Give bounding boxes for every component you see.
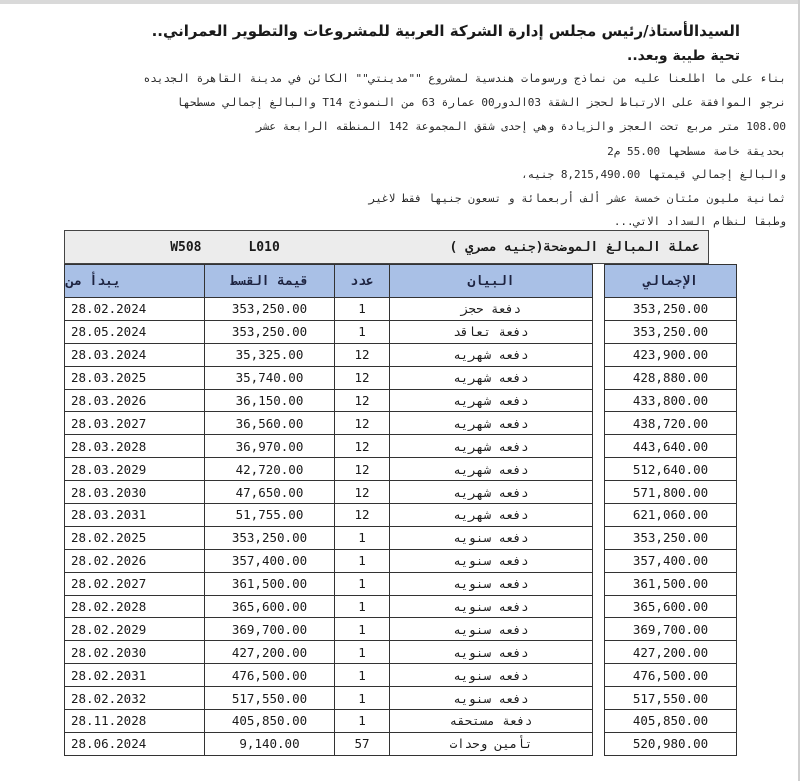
cell-count: 1 [335,687,390,710]
cell-count: 1 [335,526,390,549]
cell-gap [593,618,605,641]
cell-desc: دفعه شهريه [390,366,593,389]
cell-desc: دفعه شهريه [390,504,593,527]
page-top-edge [0,0,800,4]
cell-start: 28.03.2030 [65,481,205,504]
table-row [65,618,737,641]
cell-amount: 361,500.00 [205,572,335,595]
cell-desc: دفعه سنويه [390,641,593,664]
schedule-table [64,264,737,756]
cell-desc: دفعه سنويه [390,526,593,549]
table-row [65,572,737,595]
cell-gap [593,572,605,595]
cell-amount: 365,600.00 [205,595,335,618]
cell-amount: 51,755.00 [205,504,335,527]
letter-line-5: والبالغ إجمالي قيمتها 8,215,490.00 جنيه، [521,168,786,181]
cell-count: 1 [335,710,390,733]
cell-gap [593,526,605,549]
cell-amount: 47,650.00 [205,481,335,504]
cell-total: 361,500.00 [605,572,737,595]
cell-total: 621,060.00 [605,504,737,527]
cell-desc: دفعه شهريه [390,458,593,481]
cell-start: 28.06.2024 [65,732,205,755]
cell-gap [593,732,605,755]
cell-start: 28.02.2030 [65,641,205,664]
cell-count: 1 [335,320,390,343]
table-row [65,320,737,343]
currency-note: عملة المبالغ الموضحة(جنيه مصري ) [449,239,700,255]
table-row [65,343,737,366]
cell-start: 28.03.2027 [65,412,205,435]
cell-total: 365,600.00 [605,595,737,618]
cell-total: 571,800.00 [605,481,737,504]
cell-total: 357,400.00 [605,549,737,572]
table-row [65,664,737,687]
header-total: الإجمالي [605,265,737,298]
table-row [65,710,737,733]
cell-count: 12 [335,458,390,481]
table-row [65,366,737,389]
cell-amount: 9,140.00 [205,732,335,755]
cell-start: 28.02.2029 [65,618,205,641]
cell-count: 12 [335,366,390,389]
cell-count: 12 [335,343,390,366]
cell-gap [593,320,605,343]
cell-gap [593,664,605,687]
cell-count: 1 [335,641,390,664]
cell-amount: 353,250.00 [205,320,335,343]
cell-desc: دفعه سنويه [390,664,593,687]
letter-line-7: وطبقا لنظام السداد الاتي... [613,215,786,228]
cell-gap [593,458,605,481]
cell-total: 476,500.00 [605,664,737,687]
table-row [65,641,737,664]
letter-line-3: 108.00 متر مربع تحت العجز والزيادة وهي إحدى شقق المجموعة 142 المنطقه الرابعة عشر [256,120,786,133]
cell-count: 1 [335,572,390,595]
table-row [65,549,737,572]
cell-count: 12 [335,412,390,435]
cell-desc: دفعه سنويه [390,549,593,572]
table-row [65,481,737,504]
cell-start: 28.02.2025 [65,526,205,549]
cell-total: 428,880.00 [605,366,737,389]
greeting-line: تحية طيبة وبعد.. [627,48,740,64]
cell-desc: تأمين وحدات [390,732,593,755]
cell-start: 28.02.2032 [65,687,205,710]
header-count: عدد [335,265,390,298]
cell-desc: دفعه سنويه [390,572,593,595]
cell-gap [593,504,605,527]
cell-total: 353,250.00 [605,320,737,343]
cell-start: 28.03.2029 [65,458,205,481]
cell-total: 512,640.00 [605,458,737,481]
cell-gap [593,366,605,389]
table-row [65,458,737,481]
cell-gap [593,481,605,504]
cell-desc: دفعه شهريه [390,435,593,458]
cell-desc: دفعه شهريه [390,343,593,366]
cell-total: 433,800.00 [605,389,737,412]
cell-desc: دفعة مستحقه [390,710,593,733]
cell-count: 1 [335,664,390,687]
cell-start: 28.02.2024 [65,298,205,321]
table-row [65,595,737,618]
cell-total: 353,250.00 [605,298,737,321]
cell-count: 12 [335,504,390,527]
cell-amount: 35,325.00 [205,343,335,366]
cell-desc: دفعه سنويه [390,595,593,618]
header-desc: البيان [390,265,593,298]
cell-desc: دفعه شهريه [390,412,593,435]
table-row [65,732,737,755]
cell-amount: 405,850.00 [205,710,335,733]
cell-amount: 517,550.00 [205,687,335,710]
letter-line-1: بناء على ما اطلعنا عليه من نماذج ورسومات هندسية لمشروع ""مدينتي"" الكائن في مدينة القاهرة الجديده [143,72,786,85]
cell-gap [593,641,605,664]
cell-total: 520,980.00 [605,732,737,755]
cell-total: 438,720.00 [605,412,737,435]
cell-desc: دفعه شهريه [390,389,593,412]
table-row [65,298,737,321]
cell-amount: 353,250.00 [205,526,335,549]
cell-start: 28.03.2024 [65,343,205,366]
cell-total: 405,850.00 [605,710,737,733]
cell-amount: 476,500.00 [205,664,335,687]
cell-total: 443,640.00 [605,435,737,458]
cell-total: 369,700.00 [605,618,737,641]
cell-amount: 36,150.00 [205,389,335,412]
cell-total: 423,900.00 [605,343,737,366]
cell-count: 12 [335,481,390,504]
header-gap [593,265,605,298]
cell-desc: دفعة حجز [390,298,593,321]
letter-line-2: نرجو الموافقة على الارتباط لحجز الشقة 03الدور00 عمارة 63 من النموذج T14 والبالغ إجمالي مسطحها [176,96,786,109]
cell-total: 427,200.00 [605,641,737,664]
cell-total: 353,250.00 [605,526,737,549]
table-row [65,412,737,435]
cell-start: 28.03.2031 [65,504,205,527]
cell-count: 12 [335,435,390,458]
cell-start: 28.03.2025 [65,366,205,389]
cell-start: 28.03.2028 [65,435,205,458]
cell-start: 28.11.2028 [65,710,205,733]
cell-desc: دفعه سنويه [390,618,593,641]
cell-desc: دفعه شهريه [390,481,593,504]
cell-start: 28.03.2026 [65,389,205,412]
cell-desc: دفعه سنويه [390,687,593,710]
payment-schedule [64,230,709,756]
header-start: يبدأ من [65,265,205,298]
cell-count: 1 [335,595,390,618]
cell-gap [593,549,605,572]
cell-amount: 36,560.00 [205,412,335,435]
cell-gap [593,412,605,435]
cell-gap [593,389,605,412]
cell-count: 1 [335,549,390,572]
cell-start: 28.02.2027 [65,572,205,595]
cell-amount: 353,250.00 [205,298,335,321]
letter-line-6: ثمانية مليون مئتان خمسة عشر ألف أربعمائة و تسعون جنيها فقط لاغير [368,192,786,205]
letter-line-4: بحديقة خاصة مسطحها 55.00 م2 [607,145,786,158]
cell-desc: دفعة تعاقد [390,320,593,343]
cell-amount: 42,720.00 [205,458,335,481]
cell-count: 12 [335,389,390,412]
salutation-line: السيدالأستاذ/رئيس مجلس إدارة الشركة العربية للمشروعات والتطوير العمراني.. [151,22,740,40]
cell-gap [593,343,605,366]
cell-amount: 357,400.00 [205,549,335,572]
cell-amount: 369,700.00 [205,618,335,641]
cell-start: 28.02.2026 [65,549,205,572]
cell-gap [593,298,605,321]
cell-gap [593,710,605,733]
table-row [65,435,737,458]
header-row [65,265,737,298]
cell-count: 1 [335,298,390,321]
table-caption [64,230,709,264]
cell-start: 28.02.2028 [65,595,205,618]
cell-count: 1 [335,618,390,641]
table-row [65,687,737,710]
cell-start: 28.05.2024 [65,320,205,343]
cell-total: 517,550.00 [605,687,737,710]
cell-start: 28.02.2031 [65,664,205,687]
header-amount: قيمة القسط [205,265,335,298]
table-row [65,389,737,412]
table-row [65,504,737,527]
cell-amount: 36,970.00 [205,435,335,458]
cell-amount: 35,740.00 [205,366,335,389]
cell-gap [593,687,605,710]
cell-gap [593,595,605,618]
cell-gap [593,435,605,458]
unit-codes: W508 L010 [170,239,280,255]
cell-count: 57 [335,732,390,755]
cell-amount: 427,200.00 [205,641,335,664]
table-row [65,526,737,549]
